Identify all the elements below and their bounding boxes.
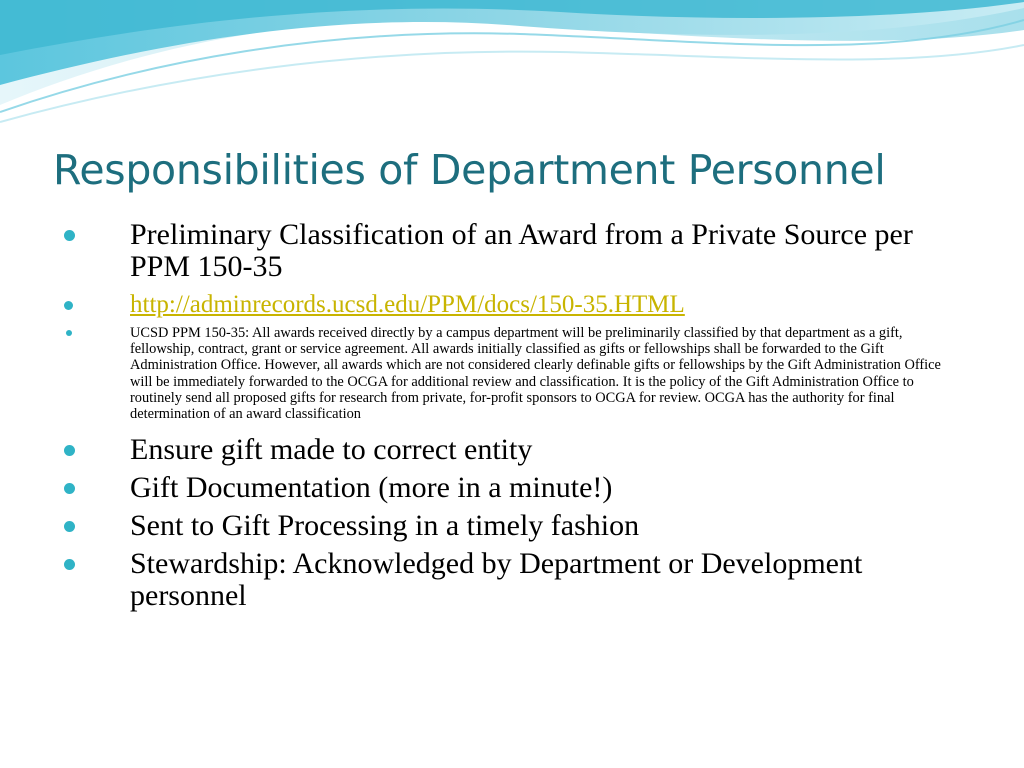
ppm-link[interactable]: http://adminrecords.ucsd.edu/PPM/docs/150-35.HTML (130, 291, 685, 318)
bullet-text: Ensure gift made to correct entity (130, 433, 533, 467)
bullet-dot-icon (64, 445, 75, 456)
bullet-dot-icon (66, 330, 72, 336)
list-item (60, 548, 960, 612)
bullet-list (60, 219, 960, 612)
bullet-text: UCSD PPM 150-35: All awards received directly by a campus department will be preliminarily classified by that department as a gift, fellowship, contract, grant or service agreement. All awards initially classified as gifts or fellowships shall be forwarded to the Gift Administration Office. However, all awards which are not considered clearly definable gifts or fellowships by the Gift Administration Office will be immediately forwarded to the OCGA for additional review and classification. It is the policy of the Gift Administration Office to routinely send all proposed gifts for research from private, for-profit sponsors to OCGA for review. OCGA has the authority for final determination of an award classification (130, 325, 941, 423)
bullet-text: Preliminary Classification of an Award from a Private Source per PPM 150-35 (130, 218, 913, 283)
bullet-text: Stewardship: Acknowledged by Department or Development personnel (130, 547, 863, 613)
bullet-dot-icon (64, 521, 75, 532)
list-item (60, 510, 960, 542)
bullet-dot-icon (64, 230, 75, 241)
list-item (60, 291, 960, 319)
header-wave-decoration (0, 0, 1024, 130)
bullet-dot-icon (64, 483, 75, 494)
slide-title: Responsibilities of Department Personnel (53, 146, 886, 194)
list-item (60, 325, 960, 422)
list-item (60, 434, 960, 466)
list-item (60, 219, 960, 283)
bullet-dot-icon (64, 301, 73, 310)
bullet-text: Sent to Gift Processing in a timely fashion (130, 509, 640, 543)
bullet-dot-icon (64, 559, 75, 570)
bullet-text: Gift Documentation (more in a minute!) (130, 471, 613, 505)
list-item (60, 472, 960, 504)
